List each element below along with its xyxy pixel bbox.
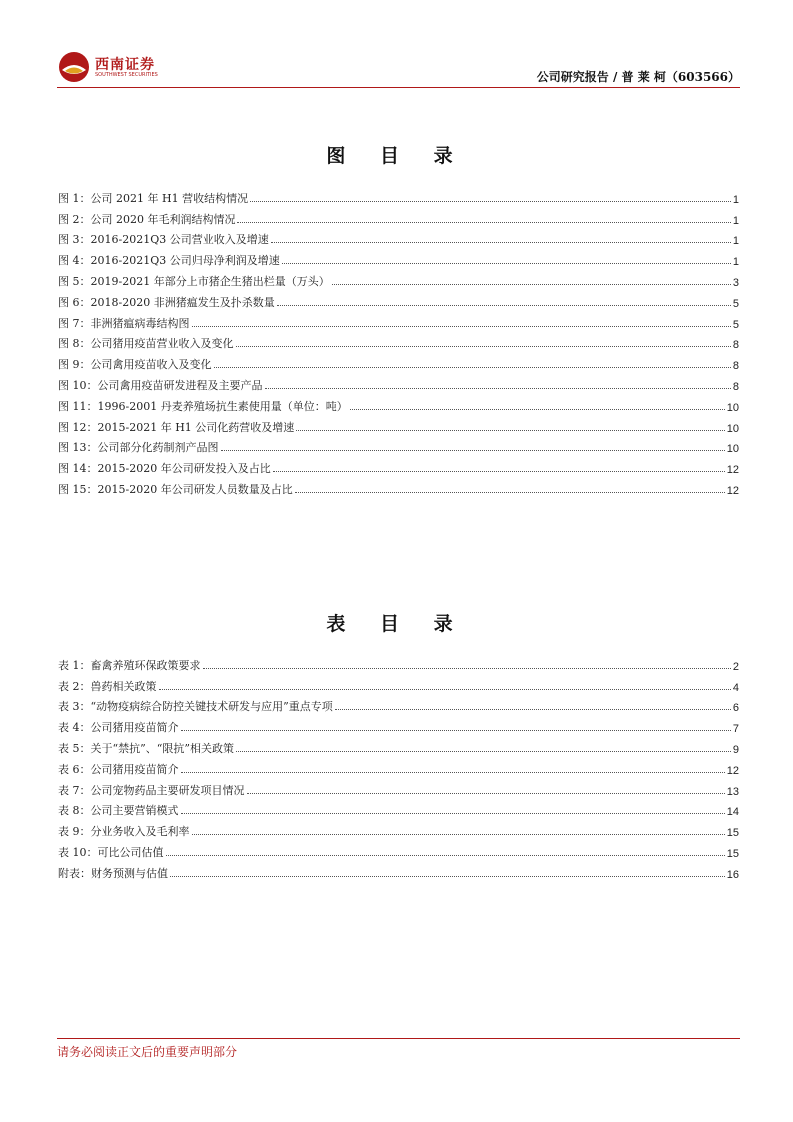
toc-dot-leader — [166, 855, 725, 856]
toc-entry-page: 12 — [726, 464, 739, 477]
toc-entry-label: 表 4：公司猪用疫苗简介 — [58, 721, 179, 735]
figure-toc-entry[interactable] — [58, 476, 739, 497]
toc-entry-label: 图 9：公司禽用疫苗收入及变化 — [58, 358, 212, 372]
toc-entry-page: 1 — [732, 193, 739, 206]
toc-dot-leader — [335, 709, 731, 710]
table-toc-entry[interactable] — [58, 756, 739, 777]
toc-dot-leader — [237, 222, 730, 223]
toc-entry-page: 15 — [726, 827, 739, 840]
toc-entry-page: 3 — [732, 276, 739, 289]
figures-toc-list — [58, 185, 739, 497]
toc-entry-page: 15 — [726, 847, 739, 860]
figure-toc-entry[interactable] — [58, 331, 739, 352]
toc-dot-leader — [181, 813, 725, 814]
toc-dot-leader — [203, 668, 731, 669]
toc-dot-leader — [181, 772, 725, 773]
toc-entry-page: 12 — [726, 764, 739, 777]
toc-entry-label: 表 8：公司主要营销模式 — [58, 804, 179, 818]
toc-entry-page: 13 — [726, 785, 739, 798]
toc-entry-label: 图 3：2016-2021Q3 公司营业收入及增速 — [58, 233, 269, 247]
toc-entry-page: 6 — [732, 702, 739, 715]
table-toc-entry[interactable] — [58, 694, 739, 715]
table-toc-entry[interactable] — [58, 673, 739, 694]
logo-text-en: SOUTHWEST SECURITIES — [95, 72, 158, 78]
toc-dot-leader — [265, 388, 731, 389]
table-toc-entry[interactable] — [58, 860, 739, 881]
figures-toc-title: 图 目 录 — [326, 145, 467, 167]
toc-entry-page: 1 — [732, 256, 739, 269]
toc-entry-page: 4 — [732, 681, 739, 694]
toc-dot-leader — [296, 430, 724, 431]
toc-entry-label: 图 15：2015-2020 年公司研发人员数量及占比 — [58, 482, 293, 496]
toc-entry-label: 图 11：1996-2001 丹麦养殖场抗生素使用量（单位：吨） — [58, 399, 348, 413]
toc-entry-label: 表 9：分业务收入及毛利率 — [58, 825, 190, 839]
toc-dot-leader — [295, 492, 725, 493]
toc-dot-leader — [170, 876, 725, 877]
toc-entry-page: 8 — [732, 339, 739, 352]
toc-dot-leader — [181, 730, 731, 731]
toc-entry-page: 1 — [732, 235, 739, 248]
toc-entry-label: 表 5：关于“禁抗”、“限抗”相关政策 — [58, 741, 234, 755]
toc-entry-page: 14 — [726, 806, 739, 819]
report-header-title: 公司研究报告 / 普 莱 柯（603566） — [536, 70, 740, 84]
toc-entry-page: 12 — [726, 484, 739, 497]
toc-entry-label: 表 1：畜禽养殖环保政策要求 — [58, 658, 201, 672]
table-toc-entry[interactable] — [58, 714, 739, 735]
table-toc-entry[interactable] — [58, 818, 739, 839]
logo-emblem-icon — [57, 50, 91, 84]
toc-entry-label: 图 5：2019-2021 年部分上市猪企生猪出栏量（万头） — [58, 274, 330, 288]
figure-toc-entry[interactable] — [58, 351, 739, 372]
toc-entry-label: 图 10：公司禽用疫苗研发进程及主要产品 — [58, 378, 263, 392]
figure-toc-entry[interactable] — [58, 372, 739, 393]
toc-entry-label: 表 2：兽药相关政策 — [58, 679, 157, 693]
tables-toc-title: 表 目 录 — [326, 613, 467, 635]
toc-dot-leader — [271, 242, 731, 243]
toc-dot-leader — [282, 263, 731, 264]
figure-toc-entry[interactable] — [58, 455, 739, 476]
toc-entry-label: 图 8：公司猪用疫苗营业收入及变化 — [58, 337, 234, 351]
toc-dot-leader — [350, 409, 725, 410]
tables-toc-list — [58, 652, 739, 881]
toc-entry-label: 表 3：“动物疫病综合防控关键技术研发与应用”重点专项 — [58, 700, 333, 714]
figure-toc-entry[interactable] — [58, 310, 739, 331]
page-header — [57, 48, 740, 88]
figure-toc-entry[interactable] — [58, 393, 739, 414]
toc-entry-label: 表 7：公司宠物药品主要研发项目情况 — [58, 783, 245, 797]
toc-entry-label: 图 4：2016-2021Q3 公司归母净利润及增速 — [58, 254, 280, 268]
figure-toc-entry[interactable] — [58, 247, 739, 268]
toc-entry-label: 图 7：非洲猪瘟病毒结构图 — [58, 316, 190, 330]
logo-text-cn: 西南证券 — [95, 57, 155, 73]
toc-dot-leader — [192, 834, 725, 835]
toc-dot-leader — [236, 751, 731, 752]
figure-toc-entry[interactable] — [58, 227, 739, 248]
figure-toc-entry[interactable] — [58, 206, 739, 227]
toc-entry-label: 附表：财务预测与估值 — [58, 866, 168, 880]
toc-dot-leader — [221, 450, 725, 451]
toc-entry-page: 10 — [726, 422, 739, 435]
table-toc-entry[interactable] — [58, 798, 739, 819]
toc-dot-leader — [192, 326, 731, 327]
toc-entry-page: 2 — [732, 660, 739, 673]
company-logo — [57, 48, 177, 84]
figure-toc-entry[interactable] — [58, 289, 739, 310]
toc-dot-leader — [214, 367, 731, 368]
table-toc-entry[interactable] — [58, 777, 739, 798]
toc-entry-label: 图 1：公司 2021 年 H1 营收结构情况 — [58, 191, 249, 205]
header-divider — [57, 87, 740, 88]
footer-disclaimer: 请务必阅读正文后的重要声明部分 — [57, 1045, 238, 1059]
table-toc-entry[interactable] — [58, 652, 739, 673]
toc-dot-leader — [247, 793, 725, 794]
toc-entry-page: 10 — [726, 443, 739, 456]
table-toc-entry[interactable] — [58, 839, 739, 860]
toc-entry-label: 表 6：公司猪用疫苗简介 — [58, 762, 179, 776]
toc-entry-label: 图 6：2018-2020 非洲猪瘟发生及扑杀数量 — [58, 295, 275, 309]
toc-dot-leader — [277, 305, 731, 306]
toc-dot-leader — [159, 689, 731, 690]
toc-dot-leader — [273, 471, 725, 472]
toc-entry-page: 8 — [732, 380, 739, 393]
toc-entry-label: 图 2：公司 2020 年毛利润结构情况 — [58, 212, 236, 226]
toc-entry-label: 图 14：2015-2020 年公司研发投入及占比 — [58, 462, 271, 476]
figure-toc-entry[interactable] — [58, 435, 739, 456]
figure-toc-entry[interactable] — [58, 268, 739, 289]
figure-toc-entry[interactable] — [58, 185, 739, 206]
toc-entry-label: 图 12：2015-2021 年 H1 公司化药营收及增速 — [58, 420, 295, 434]
toc-dot-leader — [236, 346, 731, 347]
toc-entry-page: 7 — [732, 723, 739, 736]
toc-entry-page: 5 — [732, 318, 739, 331]
toc-entry-page: 16 — [726, 868, 739, 881]
toc-entry-page: 1 — [732, 214, 739, 227]
toc-entry-page: 10 — [726, 401, 739, 414]
toc-entry-label: 图 13：公司部分化药制剂产品图 — [58, 441, 219, 455]
figure-toc-entry[interactable] — [58, 414, 739, 435]
toc-dot-leader — [250, 201, 731, 202]
toc-entry-label: 表 10：可比公司估值 — [58, 845, 164, 859]
toc-entry-page: 8 — [732, 360, 739, 373]
toc-entry-page: 5 — [732, 297, 739, 310]
toc-entry-page: 9 — [732, 743, 739, 756]
table-toc-entry[interactable] — [58, 735, 739, 756]
toc-dot-leader — [332, 284, 731, 285]
footer-divider — [57, 1038, 740, 1039]
